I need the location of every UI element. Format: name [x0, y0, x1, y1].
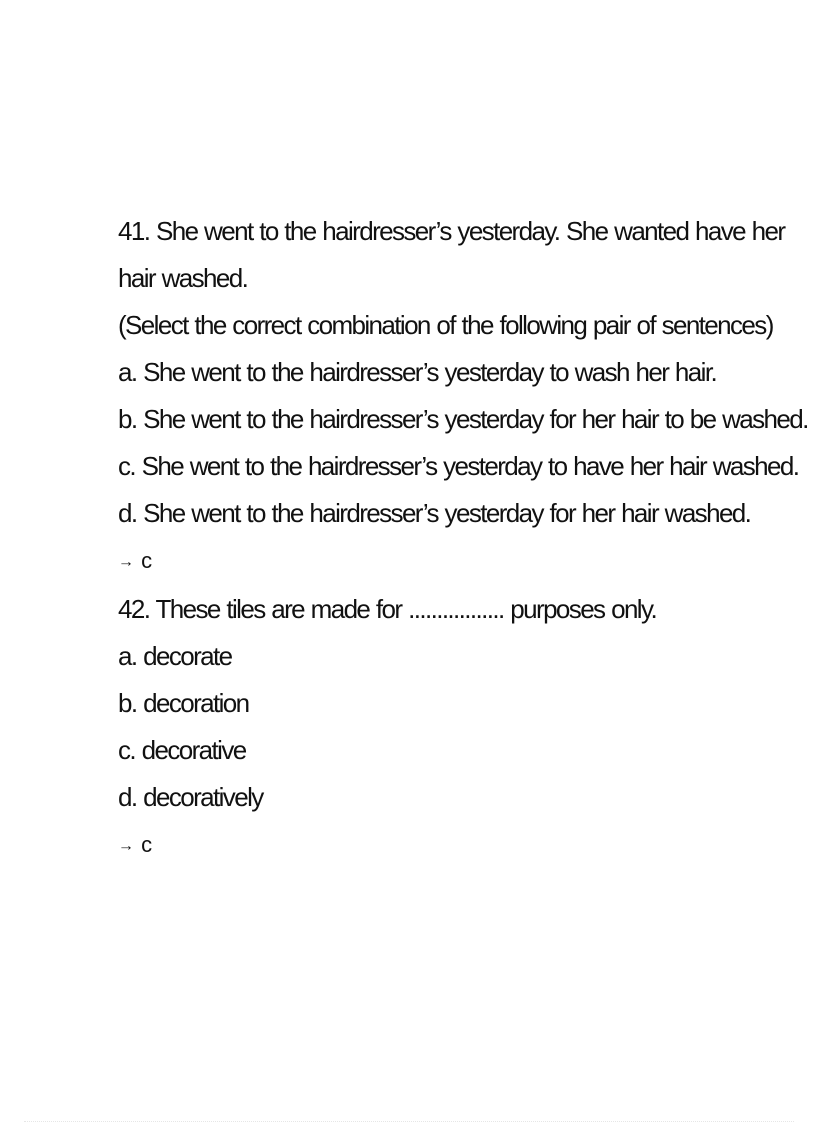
- answer-value: c: [141, 831, 153, 857]
- answer-line: [118, 821, 718, 870]
- option-b: b. decoration: [118, 687, 249, 718]
- answer-line: [118, 537, 718, 586]
- option-b: b. She went to the hairdresser’s yesterday for her hair to be washed.: [118, 404, 808, 434]
- question-content: [118, 208, 808, 869]
- question-text-line: hair washed.: [118, 263, 248, 293]
- question-text-line: 41. She went to the hairdresser’s yesterday. She wanted have her: [118, 216, 785, 246]
- option-d: d. She went to the hairdresser’s yesterday for her hair washed.: [118, 498, 751, 528]
- question-42: [118, 586, 718, 870]
- option-a: a. decorate: [118, 640, 232, 671]
- page-bottom-divider: [24, 1121, 794, 1122]
- option-c: c. She went to the hairdresser’s yesterday to have her hair washed.: [118, 451, 799, 481]
- arrow-icon: →: [118, 553, 134, 571]
- question-text-line: 42. These tiles are made for ................. purposes only.: [118, 593, 657, 624]
- question-instruction: (Select the correct combination of the following pair of sentences): [118, 310, 773, 340]
- arrow-icon: →: [118, 837, 134, 855]
- option-c: c. decorative: [118, 734, 246, 765]
- question-41: [118, 208, 808, 586]
- option-a: a. She went to the hairdresser’s yesterday to wash her hair.: [118, 357, 717, 387]
- answer-value: c: [141, 548, 153, 573]
- option-d: d. decoratively: [118, 781, 263, 812]
